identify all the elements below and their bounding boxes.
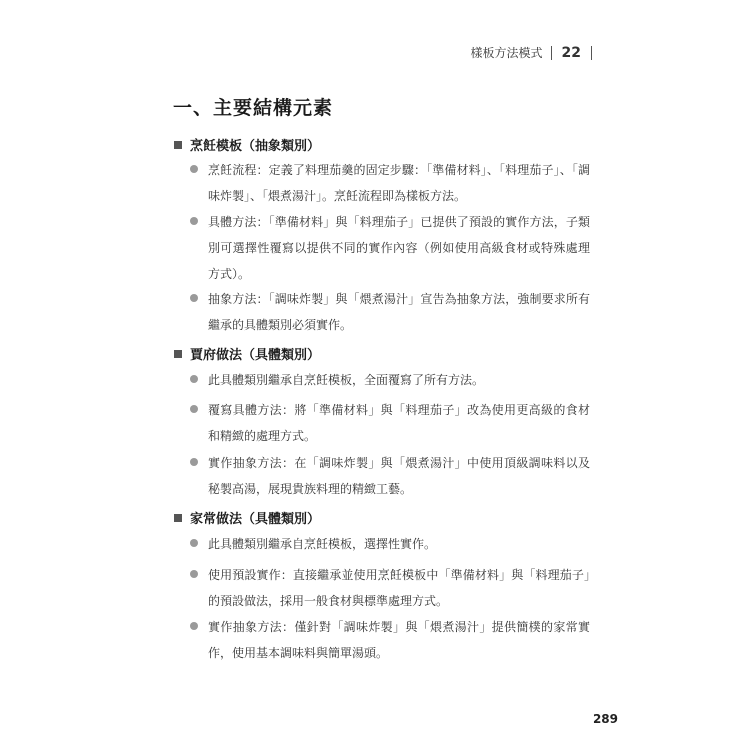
bullet-dot-icon <box>190 622 198 630</box>
list-item-text: 實作抽象方法：僅針對「調味炸製」與「煨煮湯汁」提供簡樸的家常實作，使用基本調味料與簡單湯頭。 <box>208 620 590 660</box>
list-item-text: 此具體類別繼承自烹飪模板，選擇性實作。 <box>208 537 437 551</box>
section-title-text: 家常做法（具體類別） <box>190 512 321 527</box>
list-item-text: 實作抽象方法：在「調味炸製」與「煨煮湯汁」中使用頂級調味料以及秘製高湯，展現貴族料理的精緻工藝。 <box>208 456 590 496</box>
list-item-text: 抽象方法：「調味炸製」與「煨煮湯汁」宣告為抽象方法，強制要求所有繼承的具體類別必須實作。 <box>208 292 590 332</box>
bullet-dot-icon <box>190 458 198 466</box>
list-item-text: 使用預設實作：直接繼承並使用烹飪模板中「準備材料」與「料理茄子」的預設做法，採用一般食材與標準處理方式。 <box>208 568 590 608</box>
list-item <box>190 562 590 614</box>
section-title <box>174 135 320 154</box>
list-item-text: 具體方法：「準備材料」與「料理茄子」已提供了預設的實作方法，子類別可選擇性覆寫以提供不同的實作內容（例如使用高級食材或特殊處理方式）。 <box>208 215 590 281</box>
section-title <box>174 508 320 527</box>
bullet-dot-icon <box>190 405 198 413</box>
chapter-title: 樣板方法模式 <box>470 46 543 60</box>
section-title-text: 賈府做法（具體類別） <box>190 348 321 363</box>
bullet-dot-icon <box>190 165 198 173</box>
list-item <box>190 397 590 449</box>
header-divider <box>551 46 552 60</box>
page-title: 一、主要結構元素 <box>173 97 334 119</box>
list-item <box>190 367 590 393</box>
bullet-dot-icon <box>190 539 198 547</box>
page-number: 289 <box>592 712 618 726</box>
chapter-number: 22 <box>561 44 581 61</box>
list-item <box>190 614 590 666</box>
running-header <box>471 44 593 61</box>
header-divider-end <box>591 46 592 60</box>
list-item <box>190 450 590 502</box>
square-bullet-icon <box>174 350 182 358</box>
list-item <box>190 157 590 209</box>
list-item <box>190 209 590 287</box>
bullet-dot-icon <box>190 217 198 225</box>
list-item-text: 此具體類別繼承自烹飪模板，全面覆寫了所有方法。 <box>208 373 485 387</box>
list-item-text: 烹飪流程：定義了料理茄羹的固定步驟：「準備材料」、「料理茄子」、「調味炸製」、「煨煮湯汁」。烹飪流程即為樣板方法。 <box>208 163 590 203</box>
list-item <box>190 286 590 338</box>
square-bullet-icon <box>174 141 182 149</box>
list-item <box>190 531 590 557</box>
section-title-text: 烹飪模板（抽象類別） <box>190 139 321 154</box>
list-item-text: 覆寫具體方法：將「準備材料」與「料理茄子」改為使用更高級的食材和精緻的處理方式。 <box>208 403 590 443</box>
bullet-dot-icon <box>190 570 198 578</box>
bullet-dot-icon <box>190 294 198 302</box>
square-bullet-icon <box>174 514 182 522</box>
bullet-dot-icon <box>190 375 198 383</box>
section-title <box>174 344 320 363</box>
